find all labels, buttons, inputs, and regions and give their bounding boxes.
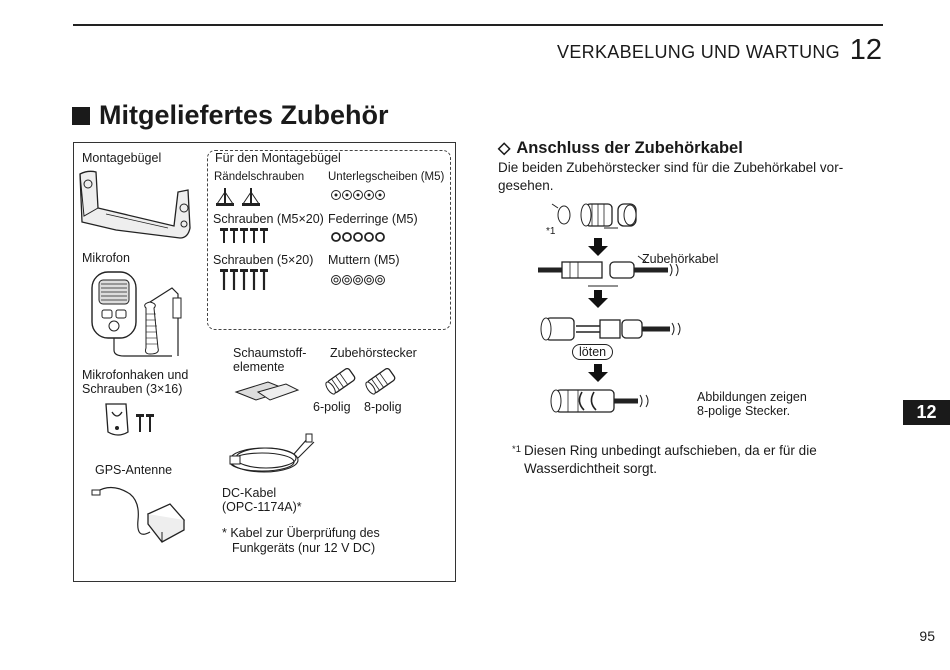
label-mikrofon: Mikrofon [82, 251, 130, 265]
connection-text-1: Die beiden Zubehörstecker sind für die Zubehörkabel vor- [498, 160, 844, 175]
label-gps-antenne: GPS-Antenne [95, 463, 173, 477]
subsection-title-text: Anschluss der Zubehörkabel [516, 138, 743, 157]
label-montagebuegel: Montagebügel [82, 151, 162, 165]
label-unterlegscheiben: Unterlegscheiben (M5) [328, 171, 445, 183]
label-fuer-montagebuegel: Für den Montagebügel [215, 151, 341, 165]
chapter-side-tab[interactable]: 12 [903, 400, 950, 425]
section-title [72, 100, 389, 131]
label-federringe: Federringe (M5) [328, 212, 418, 226]
note-line-2: Funkgeräts (nur 12 V DC) [232, 541, 376, 555]
section-title-text: Mitgeliefertes Zubehör [99, 100, 389, 130]
connection-text-2: gesehen. [498, 178, 554, 193]
screws-5x20-illustration [220, 268, 272, 292]
mounting-bracket-illustration [76, 168, 201, 244]
label-schrauben-m5x20: Schrauben (M5×20) [213, 212, 324, 226]
label-dc-kabel-2: (OPC-1174A)* [222, 500, 302, 514]
footnote-line-2: Wasserdichtheit sorgt. [524, 461, 658, 476]
label-raendelschrauben: Rändelschrauben [214, 171, 305, 183]
footnote-line-1: Diesen Ring unbedingt aufschieben, da er für die [524, 443, 817, 458]
label-schaumstoff-2: elemente [233, 360, 285, 374]
microphone-illustration [84, 268, 196, 364]
caption-line-1: Abbildungen zeigen [697, 390, 807, 404]
mic-hook-illustration [104, 402, 160, 438]
screws-m5x20-illustration [220, 227, 272, 245]
nuts-illustration [330, 273, 390, 287]
header-rule [73, 24, 883, 26]
washers-illustration [330, 188, 390, 202]
caption-line-2: 8-polige Stecker. [697, 404, 791, 418]
spring-rings-illustration [330, 230, 390, 244]
foam-pads-illustration [234, 378, 300, 402]
label-8-polig: 8-polig [364, 400, 402, 414]
label-zubehoerstecker: Zubehörstecker [330, 346, 417, 360]
solder-label: löten [572, 344, 613, 360]
diamond-icon: ◇ [498, 140, 511, 157]
label-muttern: Muttern (M5) [328, 253, 400, 267]
cable-label: Zubehörkabel [642, 252, 719, 266]
ref-mark-1: *1 [546, 226, 556, 237]
chapter-title: VERKABELUNG UND WARTUNG [557, 42, 840, 62]
footnote-mark: *1 [512, 444, 521, 455]
cable-connection-steps-diagram [538, 198, 698, 420]
label-schaumstoff-1: Schaumstoff- [233, 346, 307, 360]
label-mikrofonhaken-1: Mikrofonhaken und [82, 368, 189, 382]
label-6-polig: 6-polig [313, 400, 351, 414]
dc-cable-illustration [224, 432, 318, 476]
subsection-title [498, 138, 743, 158]
gps-antenna-illustration [90, 484, 186, 556]
thumb-screws-illustration [215, 186, 267, 208]
label-mikrofonhaken-2: Schrauben (3×16) [82, 382, 183, 396]
label-dc-kabel-1: DC-Kabel [222, 486, 277, 500]
label-schrauben-5x20: Schrauben (5×20) [213, 253, 314, 267]
square-bullet-icon [72, 107, 90, 125]
chapter-number: 12 [849, 34, 882, 66]
page-number: 95 [919, 628, 935, 644]
accessory-plugs-illustration [323, 364, 401, 400]
note-line-1: * Kabel zur Überprüfung des [222, 526, 380, 540]
